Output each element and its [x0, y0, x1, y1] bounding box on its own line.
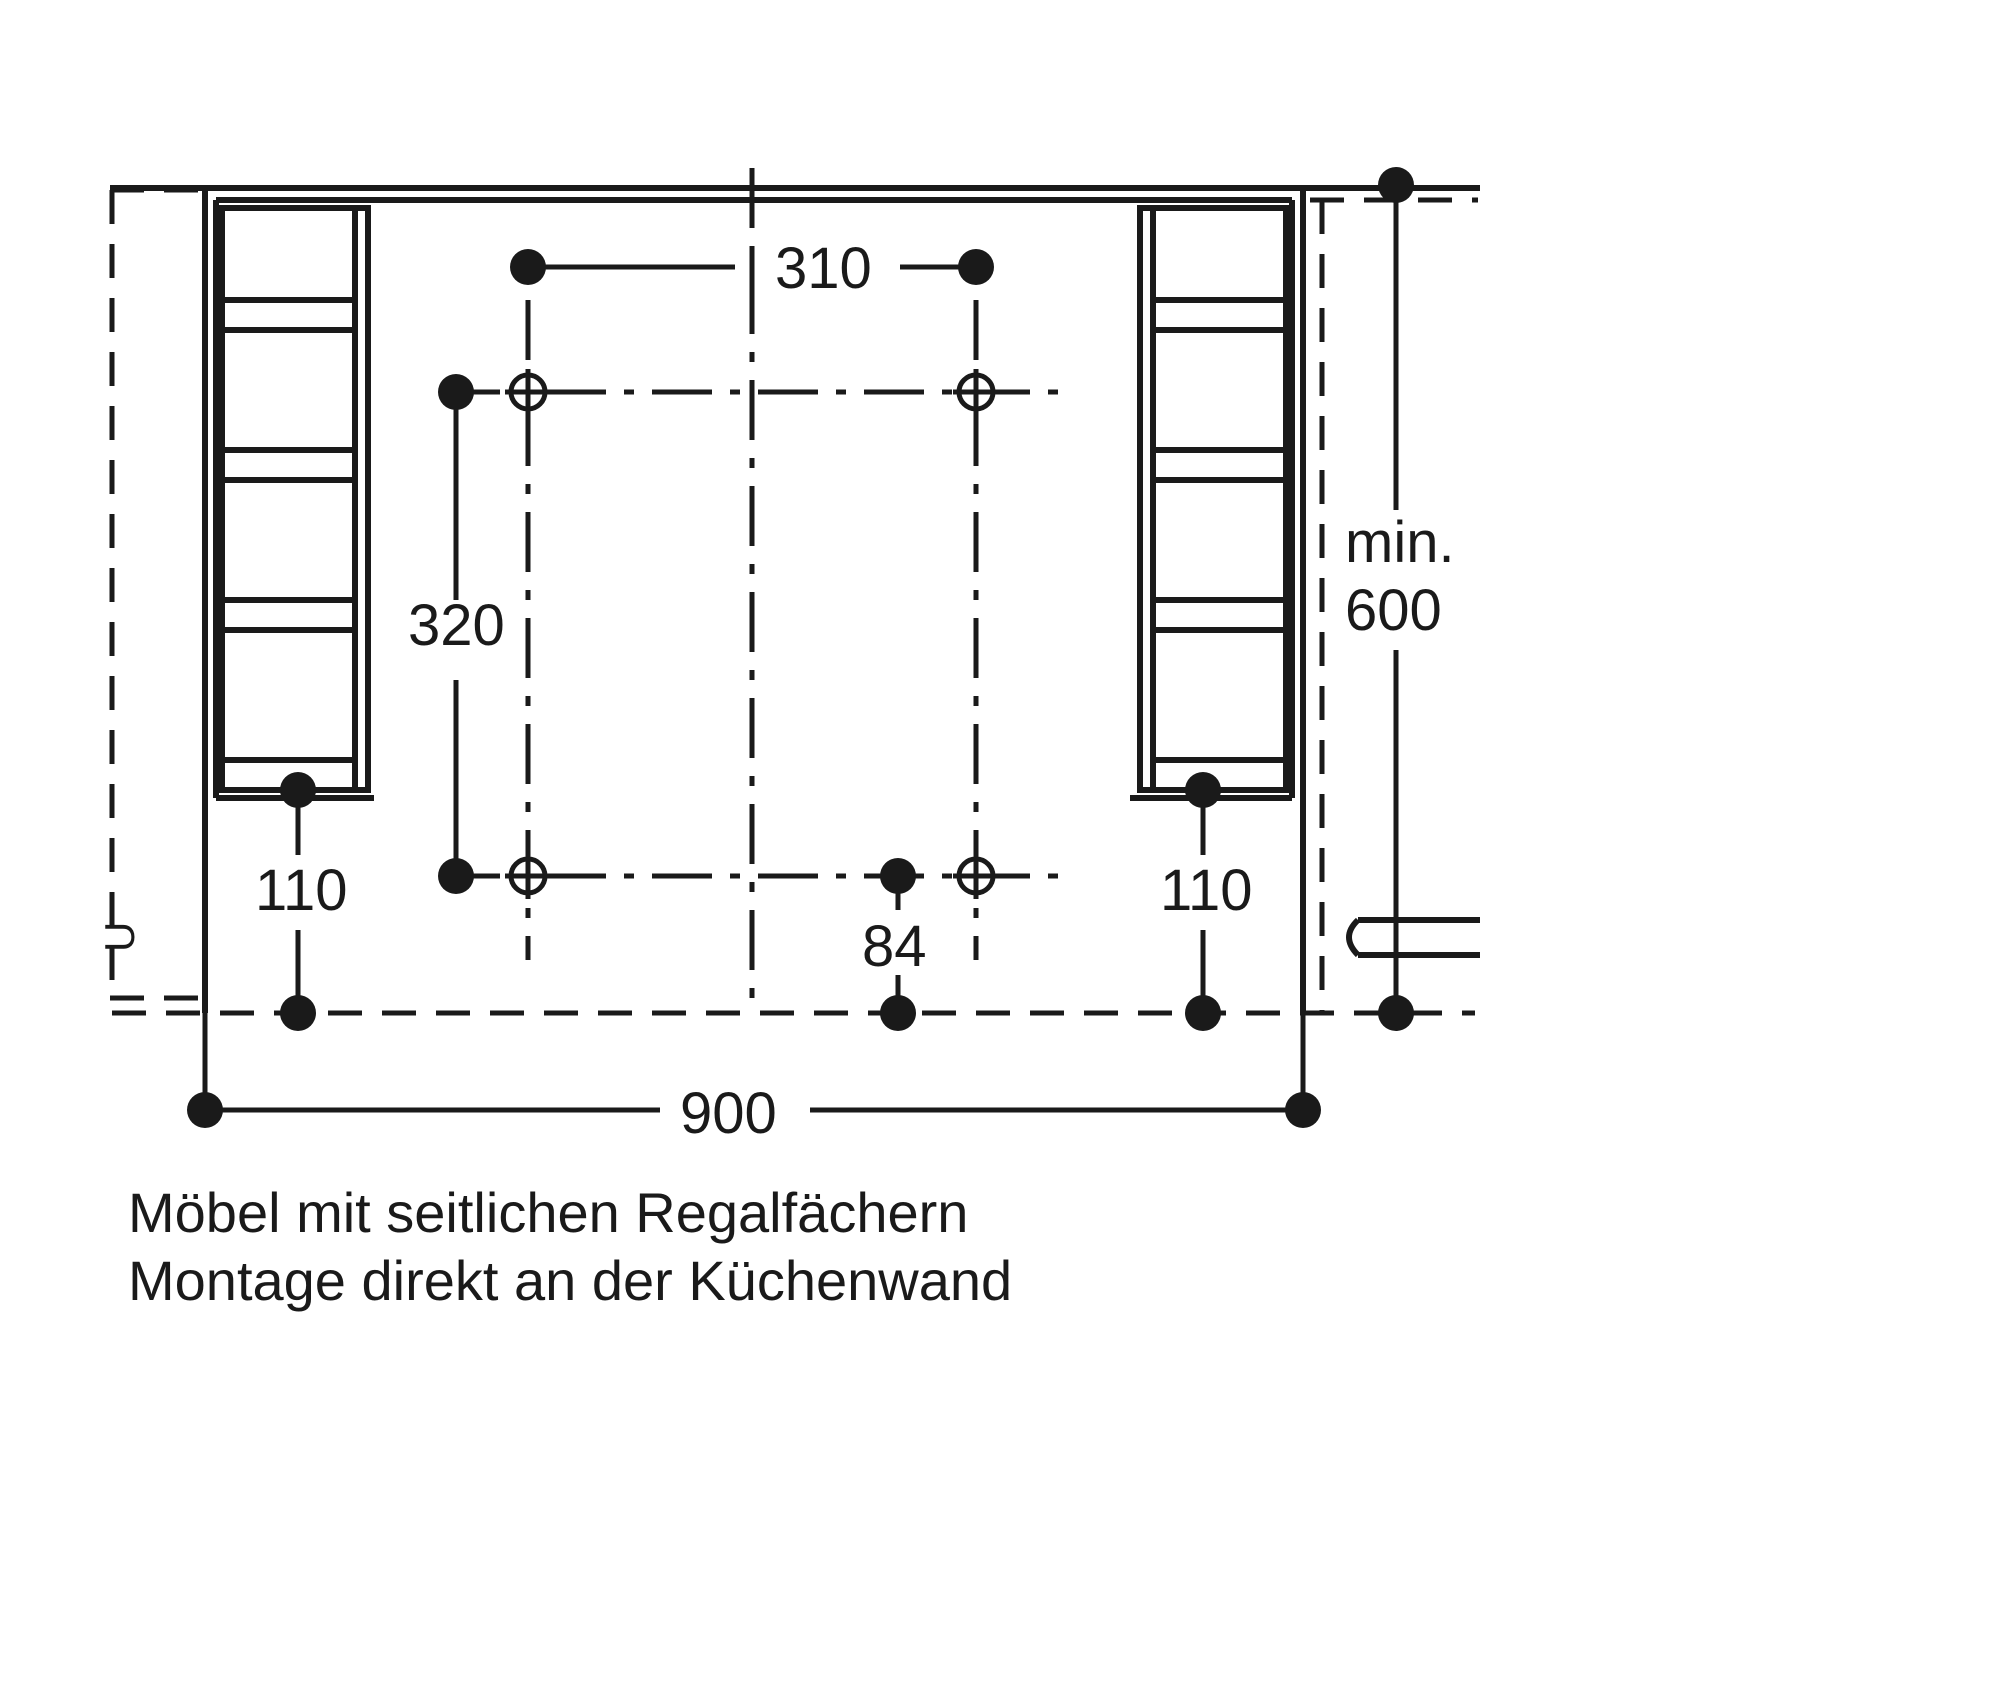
dimension-dot — [510, 249, 546, 285]
side-marker-label: U — [96, 921, 143, 952]
dimension-label-84: 84 — [862, 914, 927, 979]
dimension-dot — [880, 995, 916, 1031]
dimension-dot — [958, 249, 994, 285]
dimension-dot — [880, 858, 916, 894]
dimension-dot — [1185, 772, 1221, 808]
dimension-dot — [438, 858, 474, 894]
dimension-dot — [1378, 995, 1414, 1031]
dimension-dot — [187, 1092, 223, 1128]
dimension-310 — [528, 248, 976, 286]
dimension-label-900: 900 — [680, 1081, 777, 1146]
dimension-dot — [280, 772, 316, 808]
right-shelf-unit — [1140, 208, 1286, 790]
dimension-label-110-left: 110 — [255, 858, 348, 923]
caption-line-2: Montage direkt an der Küchenwand — [128, 1249, 1013, 1312]
dimension-dot — [1378, 167, 1414, 203]
dimension-label-320: 320 — [408, 593, 505, 658]
duct-outlet-detail — [1349, 920, 1480, 955]
dimension-label-310: 310 — [775, 236, 872, 301]
dimension-dot — [1285, 1092, 1321, 1128]
left-shelf-unit — [222, 208, 368, 790]
dimension-dot — [1185, 995, 1221, 1031]
dimension-dot — [438, 374, 474, 410]
dimension-label-min: min. — [1345, 510, 1455, 575]
caption-line-1: Möbel mit seitlichen Regalfächern — [128, 1181, 969, 1244]
dimension-label-600: 600 — [1345, 578, 1442, 643]
dimension-label-110-right: 110 — [1160, 858, 1253, 923]
dimension-dot — [280, 995, 316, 1031]
